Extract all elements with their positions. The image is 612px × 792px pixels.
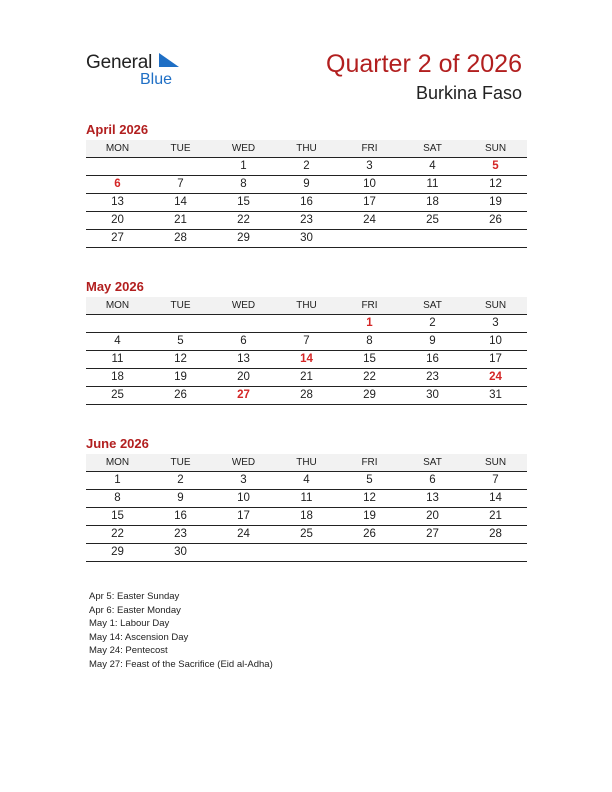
weekday-label: FRI xyxy=(361,300,378,311)
day-cell: 25 xyxy=(300,528,313,540)
day-cell: 18 xyxy=(426,196,439,208)
day-cell: 11 xyxy=(111,353,124,365)
day-cell: 7 xyxy=(303,335,310,347)
day-cell: 3 xyxy=(492,317,499,329)
day-cell: 2 xyxy=(429,317,436,329)
day-cell: 9 xyxy=(177,492,184,504)
day-cell xyxy=(212,544,275,561)
month-may xyxy=(86,278,527,405)
day-cell: 28 xyxy=(174,232,187,244)
weekday-label: MON xyxy=(105,300,130,311)
day-cell: 20 xyxy=(237,371,250,383)
month-title: April 2026 xyxy=(86,122,149,137)
day-cell: 22 xyxy=(111,528,124,540)
day-cell: 6 xyxy=(240,335,247,347)
day-cell: 18 xyxy=(111,371,124,383)
day-cell: 29 xyxy=(363,389,376,401)
weekday-label: SAT xyxy=(423,300,442,311)
day-cell: 26 xyxy=(174,389,187,401)
holiday-day-cell: 1 xyxy=(366,317,373,329)
month-title: June 2026 xyxy=(86,436,149,451)
holiday-day-cell: 24 xyxy=(489,371,502,383)
day-cell xyxy=(338,230,401,247)
week-row xyxy=(86,472,527,490)
day-cell: 12 xyxy=(174,353,187,365)
holiday-notes xyxy=(89,590,273,671)
weekday-label: TUE xyxy=(170,300,191,311)
day-cell: 3 xyxy=(366,160,373,172)
day-cell: 7 xyxy=(492,474,499,486)
weekday-label: THU xyxy=(296,457,317,468)
weekday-label: THU xyxy=(296,300,317,311)
weekday-label: SUN xyxy=(484,457,507,468)
day-cell: 29 xyxy=(111,546,124,558)
day-cell: 27 xyxy=(111,232,124,244)
day-cell: 16 xyxy=(426,353,439,365)
week-row xyxy=(86,230,527,248)
day-cell: 30 xyxy=(174,546,187,558)
logo-flag-icon xyxy=(159,53,179,67)
day-cell: 29 xyxy=(237,232,250,244)
holiday-note: May 24: Pentecost xyxy=(89,645,168,656)
week-row xyxy=(86,351,527,369)
day-cell: 20 xyxy=(426,510,439,522)
week-row xyxy=(86,508,527,526)
day-cell: 21 xyxy=(300,371,313,383)
day-cell: 15 xyxy=(363,353,376,365)
day-cell: 23 xyxy=(174,528,187,540)
weekday-header-row xyxy=(86,297,527,315)
weekday-label: SUN xyxy=(484,300,507,311)
day-cell: 31 xyxy=(489,389,502,401)
day-cell: 4 xyxy=(429,160,436,172)
logo-blue-text: Blue xyxy=(140,71,173,88)
day-cell: 16 xyxy=(174,510,187,522)
day-cell: 19 xyxy=(174,371,187,383)
weekday-header-row xyxy=(86,454,527,472)
day-cell xyxy=(464,230,527,247)
day-cell: 23 xyxy=(300,214,313,226)
day-cell: 18 xyxy=(300,510,313,522)
weekday-label: THU xyxy=(296,143,317,154)
day-cell xyxy=(338,544,401,561)
day-cell xyxy=(86,158,149,175)
holiday-note: May 1: Labour Day xyxy=(89,618,170,629)
weekday-label: SAT xyxy=(423,457,442,468)
day-cell: 6 xyxy=(429,474,436,486)
day-cell: 21 xyxy=(174,214,187,226)
day-cell: 9 xyxy=(303,178,310,190)
day-cell xyxy=(464,544,527,561)
day-cell: 5 xyxy=(177,335,184,347)
weekday-label: WED xyxy=(231,143,256,154)
day-cell xyxy=(275,315,338,332)
week-row xyxy=(86,369,527,387)
holiday-note: Apr 6: Easter Monday xyxy=(89,604,181,616)
weekday-label: MON xyxy=(105,143,130,154)
weekday-label: FRI xyxy=(361,457,378,468)
holiday-day-cell: 5 xyxy=(492,160,499,172)
week-row xyxy=(86,176,527,194)
day-cell: 2 xyxy=(303,160,310,172)
day-cell: 24 xyxy=(237,528,250,540)
day-cell: 7 xyxy=(177,178,184,190)
day-cell: 12 xyxy=(363,492,376,504)
day-cell: 13 xyxy=(426,492,439,504)
day-cell: 13 xyxy=(237,353,250,365)
holiday-note: May 27: Feast of the Sacrifice (Eid al-Adha) xyxy=(89,658,273,670)
day-cell: 11 xyxy=(300,492,313,504)
day-cell: 17 xyxy=(489,353,502,365)
day-cell: 30 xyxy=(300,232,313,244)
quarter-title: Quarter 2 of 2026 xyxy=(326,50,522,78)
generalblue-logo xyxy=(86,50,186,90)
day-cell: 30 xyxy=(426,389,439,401)
day-cell xyxy=(86,315,149,332)
day-cell: 4 xyxy=(114,335,121,347)
day-cell: 5 xyxy=(366,474,373,486)
day-cell: 3 xyxy=(240,474,247,486)
weekday-label: MON xyxy=(105,457,130,468)
day-cell: 8 xyxy=(114,492,121,504)
day-cell: 14 xyxy=(489,492,502,504)
month-june xyxy=(86,435,527,562)
day-cell: 14 xyxy=(174,196,187,208)
day-cell: 8 xyxy=(366,335,373,347)
day-cell: 4 xyxy=(303,474,310,486)
day-cell: 10 xyxy=(489,335,502,347)
day-cell: 28 xyxy=(489,528,502,540)
week-row xyxy=(86,490,527,508)
day-cell: 1 xyxy=(114,474,121,486)
day-cell: 10 xyxy=(363,178,376,190)
holiday-day-cell: 27 xyxy=(237,389,250,401)
week-row xyxy=(86,315,527,333)
day-cell: 21 xyxy=(489,510,502,522)
day-cell: 23 xyxy=(426,371,439,383)
week-row xyxy=(86,158,527,176)
holiday-day-cell: 6 xyxy=(114,178,121,190)
week-row xyxy=(86,544,527,562)
weekday-label: TUE xyxy=(170,457,191,468)
day-cell: 13 xyxy=(111,196,124,208)
day-cell: 25 xyxy=(111,389,124,401)
day-cell: 8 xyxy=(240,178,247,190)
day-cell: 17 xyxy=(363,196,376,208)
day-cell: 2 xyxy=(177,474,184,486)
day-cell: 17 xyxy=(237,510,250,522)
weekday-label: SUN xyxy=(484,143,507,154)
week-row xyxy=(86,526,527,544)
day-cell: 15 xyxy=(237,196,250,208)
weekday-label: TUE xyxy=(170,143,191,154)
day-cell: 26 xyxy=(363,528,376,540)
day-cell: 25 xyxy=(426,214,439,226)
day-cell xyxy=(275,544,338,561)
day-cell xyxy=(401,544,464,561)
day-cell: 20 xyxy=(111,214,124,226)
week-row xyxy=(86,194,527,212)
day-cell: 19 xyxy=(489,196,502,208)
day-cell: 15 xyxy=(111,510,124,522)
day-cell: 12 xyxy=(489,178,502,190)
day-cell xyxy=(149,158,212,175)
day-cell: 24 xyxy=(363,214,376,226)
day-cell: 16 xyxy=(300,196,313,208)
week-row xyxy=(86,212,527,230)
day-cell: 11 xyxy=(426,178,439,190)
day-cell: 28 xyxy=(300,389,313,401)
day-cell xyxy=(149,315,212,332)
weekday-label: WED xyxy=(231,457,256,468)
weekday-header-row xyxy=(86,140,527,158)
day-cell: 9 xyxy=(429,335,436,347)
day-cell: 26 xyxy=(489,214,502,226)
month-title: May 2026 xyxy=(86,279,144,294)
holiday-note: Apr 5: Easter Sunday xyxy=(89,591,180,602)
month-april xyxy=(86,121,527,248)
day-cell xyxy=(401,230,464,247)
week-row xyxy=(86,387,527,405)
weekday-label: SAT xyxy=(423,143,442,154)
holiday-day-cell: 14 xyxy=(300,353,313,365)
weekday-label: FRI xyxy=(361,143,378,154)
weekday-label: WED xyxy=(231,300,256,311)
country-name: Burkina Faso xyxy=(415,83,522,103)
day-cell: 19 xyxy=(363,510,376,522)
day-cell: 22 xyxy=(237,214,250,226)
day-cell: 22 xyxy=(363,371,376,383)
day-cell: 27 xyxy=(426,528,439,540)
day-cell xyxy=(212,315,275,332)
logo-general-text: General xyxy=(86,52,153,73)
week-row xyxy=(86,333,527,351)
day-cell: 10 xyxy=(237,492,250,504)
holiday-note: May 14: Ascension Day xyxy=(89,631,189,643)
day-cell: 1 xyxy=(240,160,247,172)
